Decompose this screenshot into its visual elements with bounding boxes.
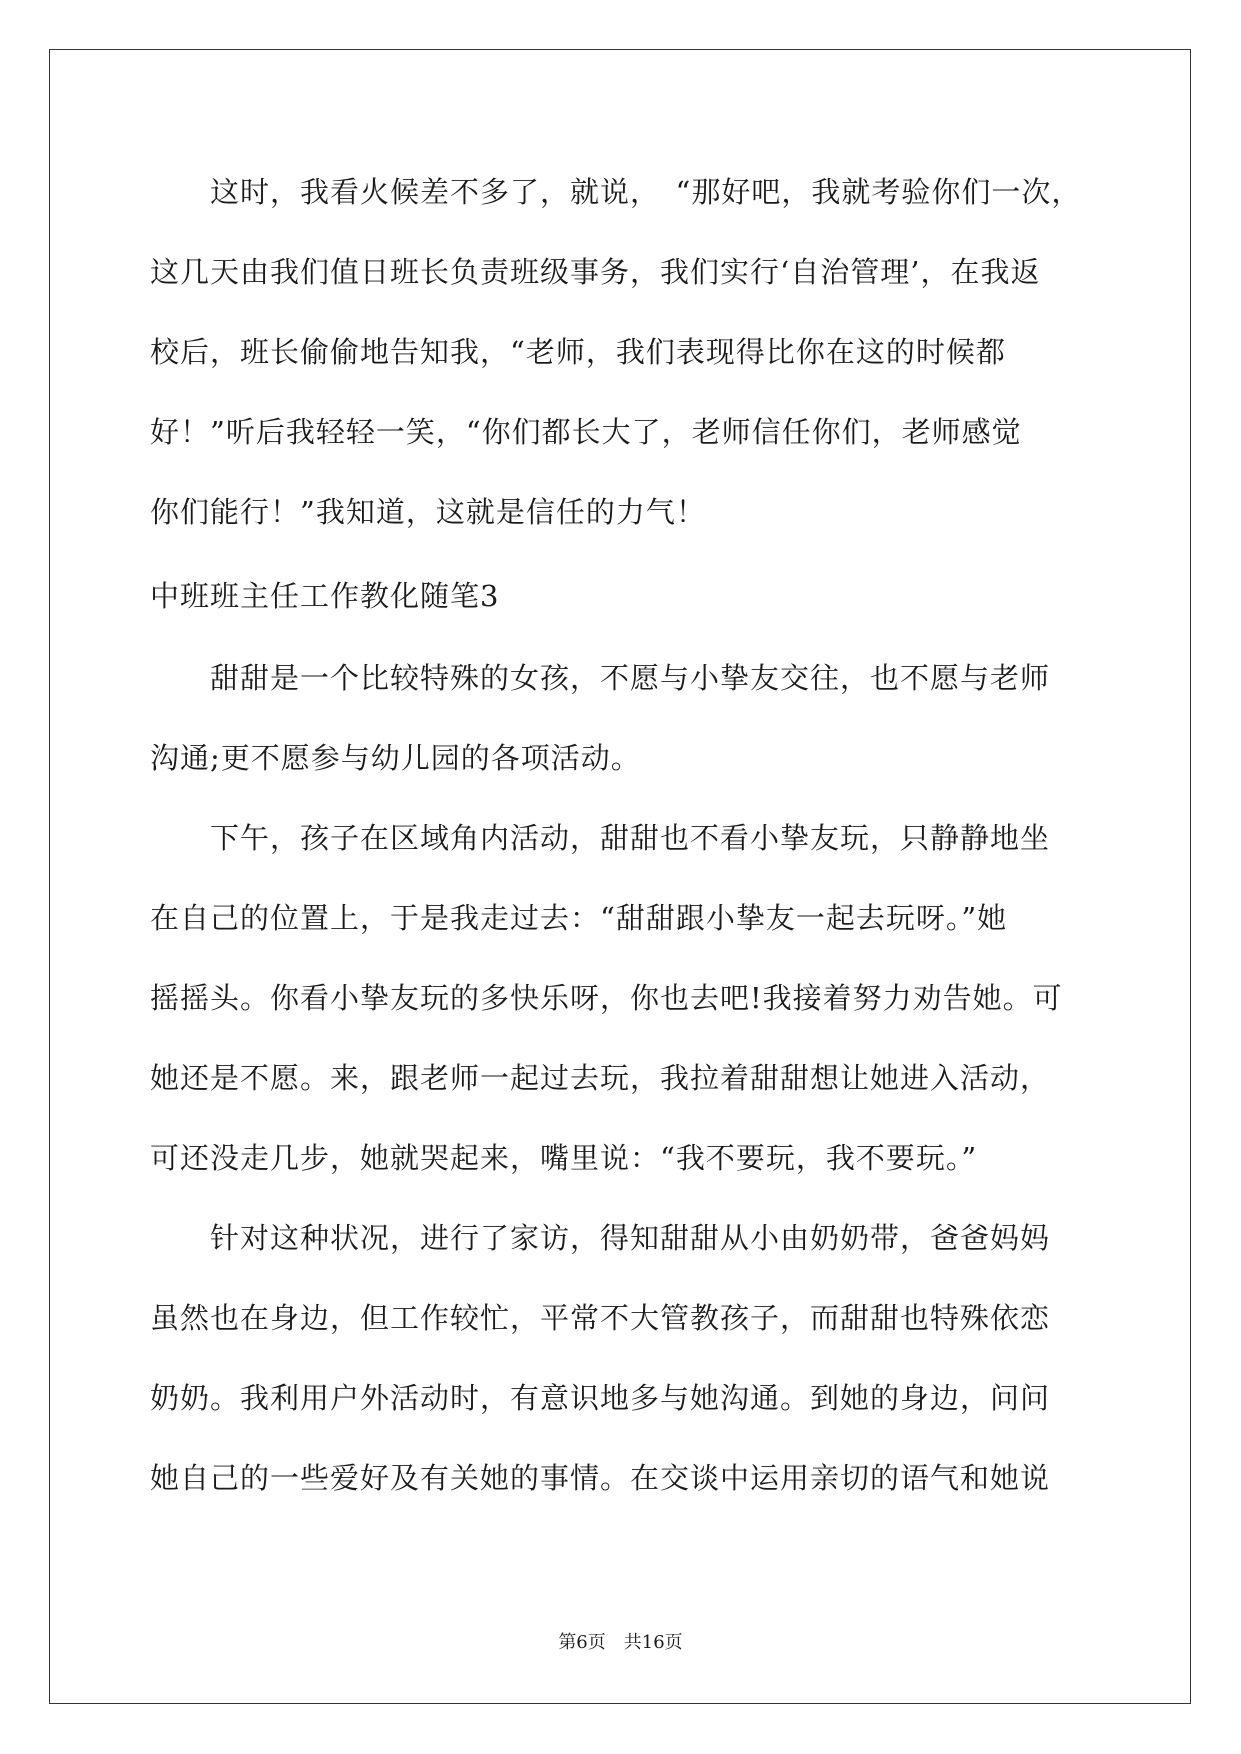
text-line: 甜甜是一个比较特殊的女孩，不愿与小挚友交往，也不愿与老师 [150,661,1051,695]
text-line: 她还是不愿。来，跟老师一起过去玩，我拉着甜甜想让她进入活动， [150,1061,1051,1095]
text-line: 校后，班长偷偷地告知我，“老师，我们表现得比你在这的时候都 [150,335,1006,369]
page-number-footer: 第6页 共16页 [558,1632,683,1653]
text-line: 奶奶。我利用户外活动时，有意识地多与她沟通。到她的身边，问问 [150,1381,1051,1415]
text-line: 她自己的一些爱好及有关她的事情。在交谈中运用亲切的语气和她说 [150,1461,1051,1495]
text-line: 好！”听后我轻轻一笑，“你们都长大了，老师信任你们，老师感觉 [150,415,1022,449]
text-line: 沟通;更不愿参与幼儿园的各项活动。 [150,741,641,775]
text-line: 你们能行！”我知道，这就是信任的力气！ [150,495,706,529]
text-line: 虽然也在身边，但工作较忙，平常不大管教孩子，而甜甜也特殊依恋 [150,1301,1051,1335]
text-line: 可还没走几步，她就哭起来，嘴里说：“我不要玩，我不要玩。” [150,1141,978,1175]
text-line: 在自己的位置上，于是我走过去：“甜甜跟小挚友一起去玩呀。”她 [150,901,1008,935]
text-line: 针对这种状况，进行了家访，得知甜甜从小由奶奶带，爸爸妈妈 [150,1221,1051,1255]
text-line: 这几天由我们值日班长负责班级事务，我们实行‘自治管理’，在我返 [150,255,1041,289]
text-line: 摇摇头。你看小挚友玩的多快乐呀，你也去吧!我接着努力劝告她。可 [150,981,1063,1015]
section-heading: 中班班主任工作教化随笔3 [150,579,500,613]
page-border [49,49,1191,1704]
text-line: 这时，我看火候差不多了，就说， “那好吧，我就考验你们一次， [150,175,1082,209]
text-line: 下午，孩子在区域角内活动，甜甜也不看小挚友玩，只静静地坐 [150,821,1051,855]
